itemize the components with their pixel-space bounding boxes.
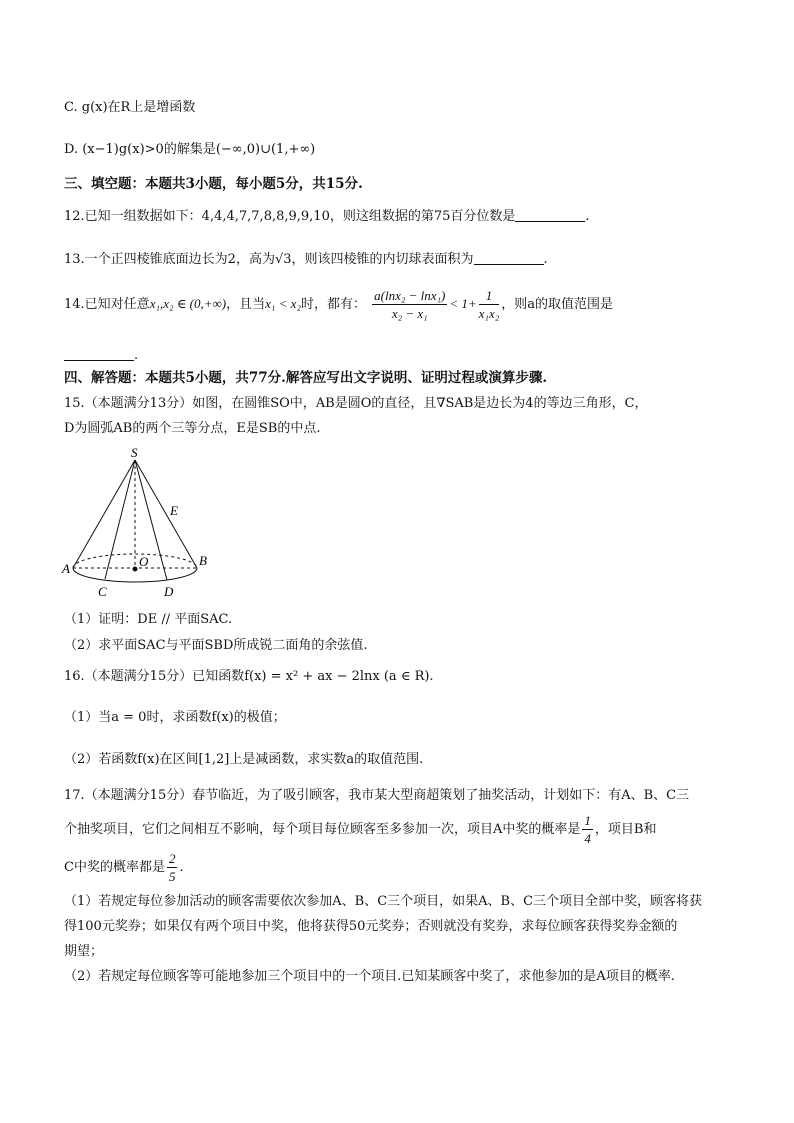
reciprocal-fraction: $\frac{1}{\text{x₁x₂}}$ xyxy=(478,288,500,321)
question-15-part-1: （1）证明：DE // 平面SAC. xyxy=(64,612,233,627)
probability-bc-fraction: $\frac{2}{5}$ xyxy=(168,851,176,884)
question-14: 14.已知对任意x₁,x₂ ∈ (0,+∞)，且当x₁ < x₂时，都有： $\frac{\text{a(lnx₂ − lnx₁)}}{\text{x₂ − x₁}}$ < 1+ $\frac{1}{\text{x₁x₂}}$ ，则a的取值范围是 xyxy=(64,288,614,321)
answer-blank-12 xyxy=(515,207,585,222)
question-17-line-1: 17.（本题满分15分）春节临近，为了吸引顾客，我市某大型商超策划了抽奖活动，计划如下：有A、B、C三 xyxy=(64,788,690,803)
sqrt-3: √3 xyxy=(274,252,292,267)
question-17-part-1-line-3: 期望； xyxy=(64,944,104,959)
option-d: D. (x−1)g(x)>0的解集是(−∞,0)∪(1,+∞) xyxy=(64,142,316,157)
answer-blank-14 xyxy=(64,346,134,361)
question-15-line-2: D为圆弧AB的两个三等分点，E是SB的中点. xyxy=(64,421,321,436)
label-d: D xyxy=(164,584,174,599)
question-16-stem: 16.（本题满分15分）已知函数f(x) = x² + ax − 2lnx (a ∈ R). xyxy=(64,669,434,684)
question-17-line-2: 个抽奖项目，它们之间相互不影响，每个项目每位顾客至多参加一次，项目A中奖的概率是 $\frac{1}{4}$ ，项目B和 xyxy=(64,813,657,846)
answer-blank-13 xyxy=(474,250,544,265)
option-c: C. g(x)在R上是增函数 xyxy=(64,100,196,115)
question-17-part-1-line-1: （1）若规定每位参加活动的顾客需要依次参加A、B、C三个项目，如果A、B、C三个项目全部中奖，顾客将获 xyxy=(64,894,703,909)
label-a: A xyxy=(62,561,70,576)
label-s: S xyxy=(131,445,138,460)
question-12: 12.已知一组数据如下：4,4,4,7,7,8,8,9,9,10，则这组数据的第75百分位数是 . xyxy=(64,209,590,224)
question-17-part-1-line-2: 得100元奖券；如果仅有两个项目中奖，他将获得50元奖券；否则就没有奖券，求每位顾客获得奖券金额的 xyxy=(64,919,678,934)
label-c: C xyxy=(98,584,107,599)
question-17-part-2: （2）若规定每位顾客等可能地参加三个项目中的一个项目.已知某顾客中奖了，求他参加的是A项目的概率. xyxy=(64,969,675,984)
question-12-text: 12.已知一组数据如下：4,4,4,7,7,8,8,9,9,10，则这组数据的第75百分位数是 xyxy=(64,209,516,224)
question-15-line-1: 15.（本题满分13分）如图，在圆锥SO中，AB是圆O的直径，且∇SAB是边长为4的等边三角形，C， xyxy=(64,396,648,411)
question-17-line-3: C中奖的概率都是 $\frac{2}{5}$ . xyxy=(64,851,184,884)
cone-figure xyxy=(60,443,220,603)
section-4-heading: 四、解答题：本题共5小题，共77分.解答应写出文字说明、证明过程或演算步骤. xyxy=(64,370,548,386)
label-e: E xyxy=(170,503,178,518)
probability-a-fraction: $\frac{1}{4}$ xyxy=(584,813,591,846)
question-16-part-2: （2）若函数f(x)在区间[1,2]上是减函数，求实数a的取值范围. xyxy=(64,752,424,767)
section-3-heading: 三、填空题：本题共3小题，每小题5分，共15分. xyxy=(64,176,363,192)
inequality-fraction: $\frac{\text{a(lnx₂ − lnx₁)}}{\text{x₂ − x₁}}$ xyxy=(374,288,446,321)
question-16-part-1: （1）当a = 0时，求函数f(x)的极值； xyxy=(64,710,286,725)
answer-blank-14-line: . xyxy=(64,346,138,365)
question-13: 13.一个正四棱锥底面边长为2，高为√3，则该四棱锥的内切球表面积为 . xyxy=(64,252,548,267)
label-b: B xyxy=(199,553,207,568)
label-o: O xyxy=(139,554,149,569)
question-15-part-2: （2）求平面SAC与平面SBD所成锐二面角的余弦值. xyxy=(64,638,368,653)
